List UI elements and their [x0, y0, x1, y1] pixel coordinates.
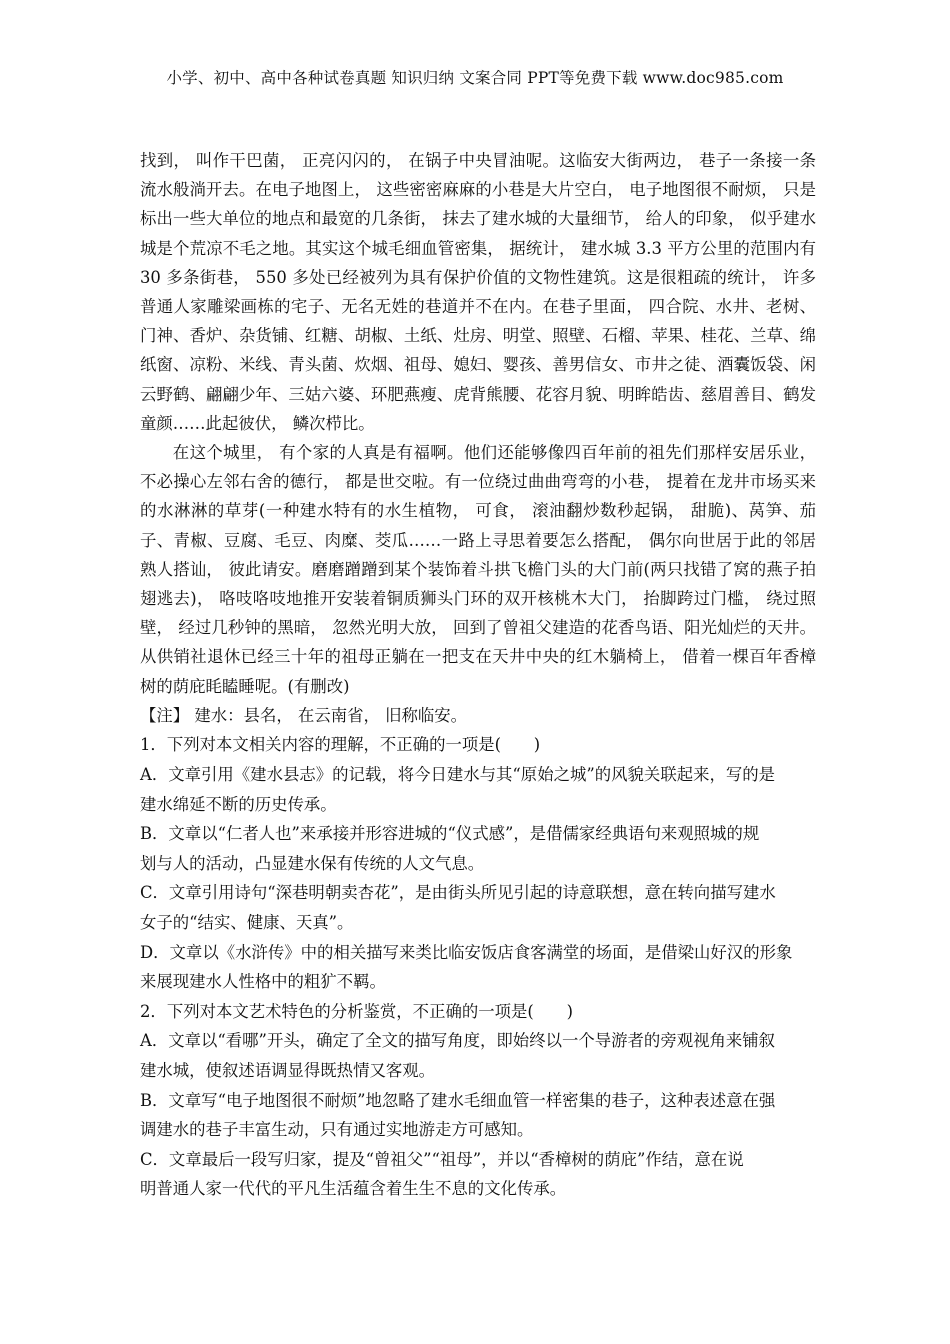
- passage-paragraph-2: 在这个城里， 有个家的人真是有福啊。他们还能够像四百年前的祖先们那样安居乐业， 不必操心左邻右舍的德行， 都是世交啦。有一位绕过曲曲弯弯的小巷， 提着在龙井市场买来的水淋淋的草芽(一种建水特有的水生植物， 可食， 滚油翻炒数秒起锅， 甜脆)、莴笋、茄子、青椒、豆腐、毛豆、肉糜、茭瓜……一路上寻思着要怎么搭配， 偶尔向世居于此的邻居熟人搭讪， 彼此请安。磨磨蹭蹭到某个装饰着斗拱飞檐门头的大门前(两只找错了窝的燕子拍翅逃去)， 咯吱咯吱地推开安装着铜质狮头门环的双开核桃木大门， 抬脚跨过门槛， 绕过照壁， 经过几秒钟的黑暗， 忽然光明大放， 回到了曾祖父建造的花香鸟语、阳光灿烂的天井。从供销社退休已经三十年的祖母正躺在一把支在天井中央的红木躺椅上， 借着一棵百年香樟树的荫庇眊瞌睡呢。(有删改): [140, 443, 822, 696]
- option-d-line-1: D．文章以《水浒传》中的相关描写来类比临安饭店食客满堂的场面，是借梁山好汉的形象: [140, 942, 793, 962]
- question-stem: 2．下列对本文艺术特色的分析鉴赏，不正确的一项是( ): [140, 1001, 573, 1021]
- page-header: 小学、初中、高中各种试卷真题 知识归纳 文案合同 PPT等免费下载 www.doc985.com: [166, 69, 784, 87]
- option-a-line-2: 建水绵延不断的历史传承。: [140, 794, 337, 814]
- option-a-line-1: A．文章以“看哪”开头，确定了全文的描写角度，即始终以一个导游者的旁观视角来铺叙: [140, 1031, 776, 1051]
- option-a-line-1: A．文章引用《建水县志》的记载，将今日建水与其“原始之城”的风貌关联起来，写的是: [140, 765, 776, 785]
- option-b-line-1: B．文章以“仁者人也”来承接并形容进城的“仪式感”，是借儒家经典语句来观照城的规: [140, 824, 760, 844]
- option-a-line-2: 建水城，使叙述语调显得既热情又客观。: [140, 1060, 436, 1080]
- question-2: [140, 997, 816, 1204]
- option-c-line-1: C．文章引用诗句“深巷明朝卖杏花”，是由街头所见引起的诗意联想，意在转向描写建水: [140, 883, 776, 903]
- option-c-line-2: 女子的“结实、健康、天真”。: [140, 913, 354, 933]
- option-b-line-2: 调建水的巷子丰富生动，只有通过实地游走方可感知。: [140, 1120, 534, 1140]
- option-b-line-2: 划与人的活动，凸显建水保有传统的人文气息。: [140, 853, 485, 873]
- option-b-line-1: B．文章写“电子地图很不耐烦”地忽略了建水毛细血管一样密集的巷子，这种表述意在强: [140, 1090, 776, 1110]
- option-c-line-1: C．文章最后一段写归家，提及“曾祖父”“祖母”，并以“香樟树的荫庇”作结，意在说: [140, 1149, 744, 1169]
- option-d-line-2: 来展现建水人性格中的粗犷不羁。: [140, 972, 386, 992]
- option-c-line-2: 明普通人家一代代的平凡生活蕴含着生生不息的文化传承。: [140, 1179, 567, 1199]
- annotation-note: 【注】 建水：县名， 在云南省， 旧称临安。: [140, 705, 468, 725]
- passage-paragraph-1: 找到， 叫作干巴菌， 正亮闪闪的， 在锅子中央冒油呢。这临安大街两边， 巷子一条接一条流水般淌开去。在电子地图上， 这些密密麻麻的小巷是大片空白， 电子地图很不耐烦， 只是标出一些大单位的地点和最宽的几条街， 抹去了建水城的大量细节， 给人的印象， 似乎建水城是个荒凉不毛之地。其实这个城毛细血管密集， 据统计， 建水城 3.3 平方公里的范围内有 30 多条街巷， 550 多处已经被列为具有保护价值的文物性建筑。这是很粗疏的统计， 许多普通人家雕梁画栋的宅子、无名无姓的巷道并不在内。在巷子里面， 四合院、水井、老树、门神、香炉、杂货铺、红糖、胡椒、土纸、灶房、明堂、照壁、石榴、苹果、桂花、兰草、绵纸窗、凉粉、米线、青头菌、炊烟、祖母、媳妇、婴孩、善男信女、市井之徒、酒囊饭袋、闲云野鹤、翩翩少年、三姑六婆、环肥燕瘦、虎背熊腰、花容月貌、明眸皓齿、慈眉善目、鹤发童颜……此起彼伏， 鳞次栉比。: [140, 151, 822, 433]
- question-1: [140, 730, 816, 996]
- question-stem: 1．下列对本文相关内容的理解，不正确的一项是( ): [140, 735, 541, 755]
- document-body: [140, 146, 822, 1204]
